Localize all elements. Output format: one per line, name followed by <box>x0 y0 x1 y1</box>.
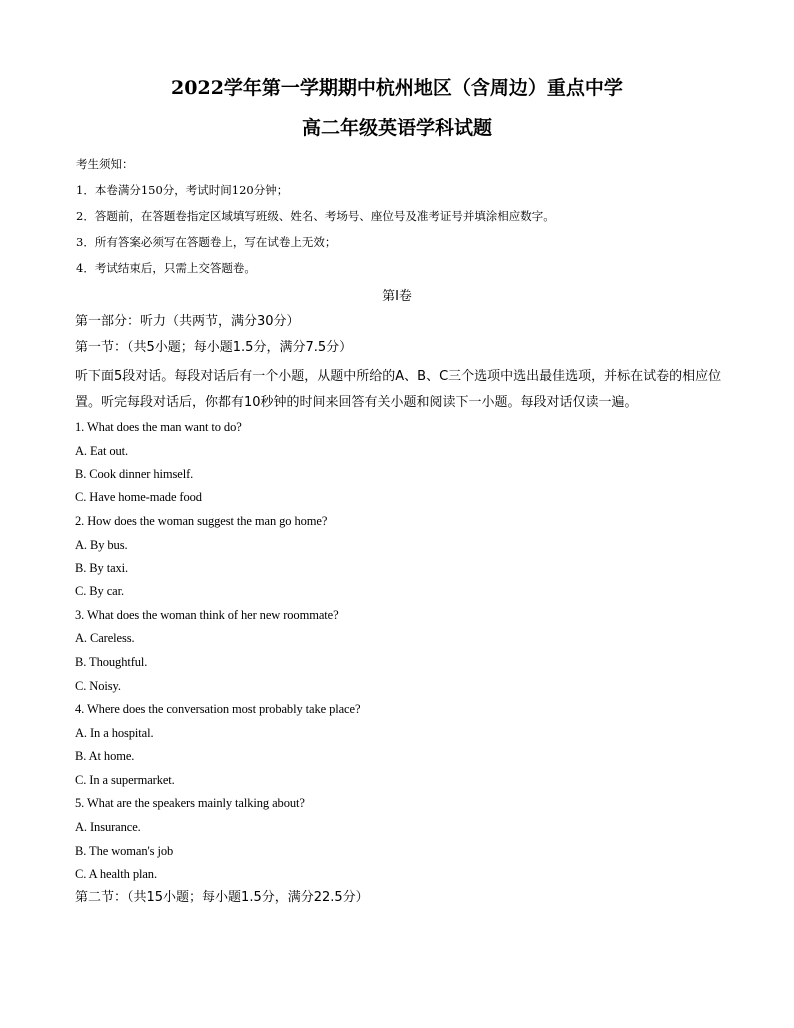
notice-item: 4．考试结束后，只需上交答题卷。 <box>76 261 256 275</box>
answer-option: B. Cook dinner himself. <box>75 467 194 481</box>
answer-option: C. Noisy. <box>75 679 121 693</box>
answer-option: B. By taxi. <box>75 561 129 575</box>
question-stem: 3. What does the woman think of her new roommate? <box>75 608 339 622</box>
answer-option: B. At home. <box>75 749 135 763</box>
answer-option: C. Have home-made food <box>75 490 202 504</box>
answer-option: A. Insurance. <box>75 820 141 834</box>
answer-option: A. Careless. <box>75 631 135 645</box>
part-heading: 第一部分：听力（共两节，满分30分） <box>75 314 300 329</box>
listening-instructions: 听下面5段对话。每段对话后有一个小题，从题中所给的A、B、C三个选项中选出最佳选项，并标在试卷的相应位置。听完每段对话后，你都有10秒钟的时间来回答有关小题和阅读下一小题。每段对话仅读一遍。 <box>75 369 722 410</box>
answer-option: B. Thoughtful. <box>75 655 148 669</box>
exam-subtitle: 高二年级英语学科试题 <box>301 117 492 139</box>
question-stem: 5. What are the speakers mainly talking about? <box>75 796 305 810</box>
question-stem: 2. How does the woman suggest the man go home? <box>75 514 328 528</box>
answer-option: A. By bus. <box>75 538 128 552</box>
answer-option: C. A health plan. <box>75 867 157 881</box>
exam-title: 2022学年第一学期期中杭州地区（含周边）重点中学 <box>171 77 623 99</box>
volume-label: 第I卷 <box>382 289 412 304</box>
answer-option: C. By car. <box>75 584 124 598</box>
section-heading: 第一节：（共5小题；每小题1.5分，满分7.5分） <box>75 340 353 355</box>
question-stem: 1. What does the man want to do? <box>75 420 242 434</box>
answer-option: A. Eat out. <box>75 444 129 458</box>
notice-item: 2．答题前，在答题卷指定区域填写班级、姓名、考场号、座位号及准考证号并填涂相应数字。 <box>76 209 555 223</box>
question-stem: 4. Where does the conversation most probably take place? <box>75 702 361 716</box>
answer-option: A. In a hospital. <box>75 726 154 740</box>
notice-item: 1．本卷满分150分，考试时间120分钟； <box>76 183 289 197</box>
answer-option: B. The woman's job <box>75 844 174 858</box>
notice-heading: 考生须知： <box>76 157 134 171</box>
notice-item: 3．所有答案必须写在答题卷上，写在试卷上无效； <box>76 235 337 249</box>
answer-option: C. In a supermarket. <box>75 773 175 787</box>
section-heading: 第二节：（共15小题；每小题1.5分，满分22.5分） <box>75 890 369 905</box>
